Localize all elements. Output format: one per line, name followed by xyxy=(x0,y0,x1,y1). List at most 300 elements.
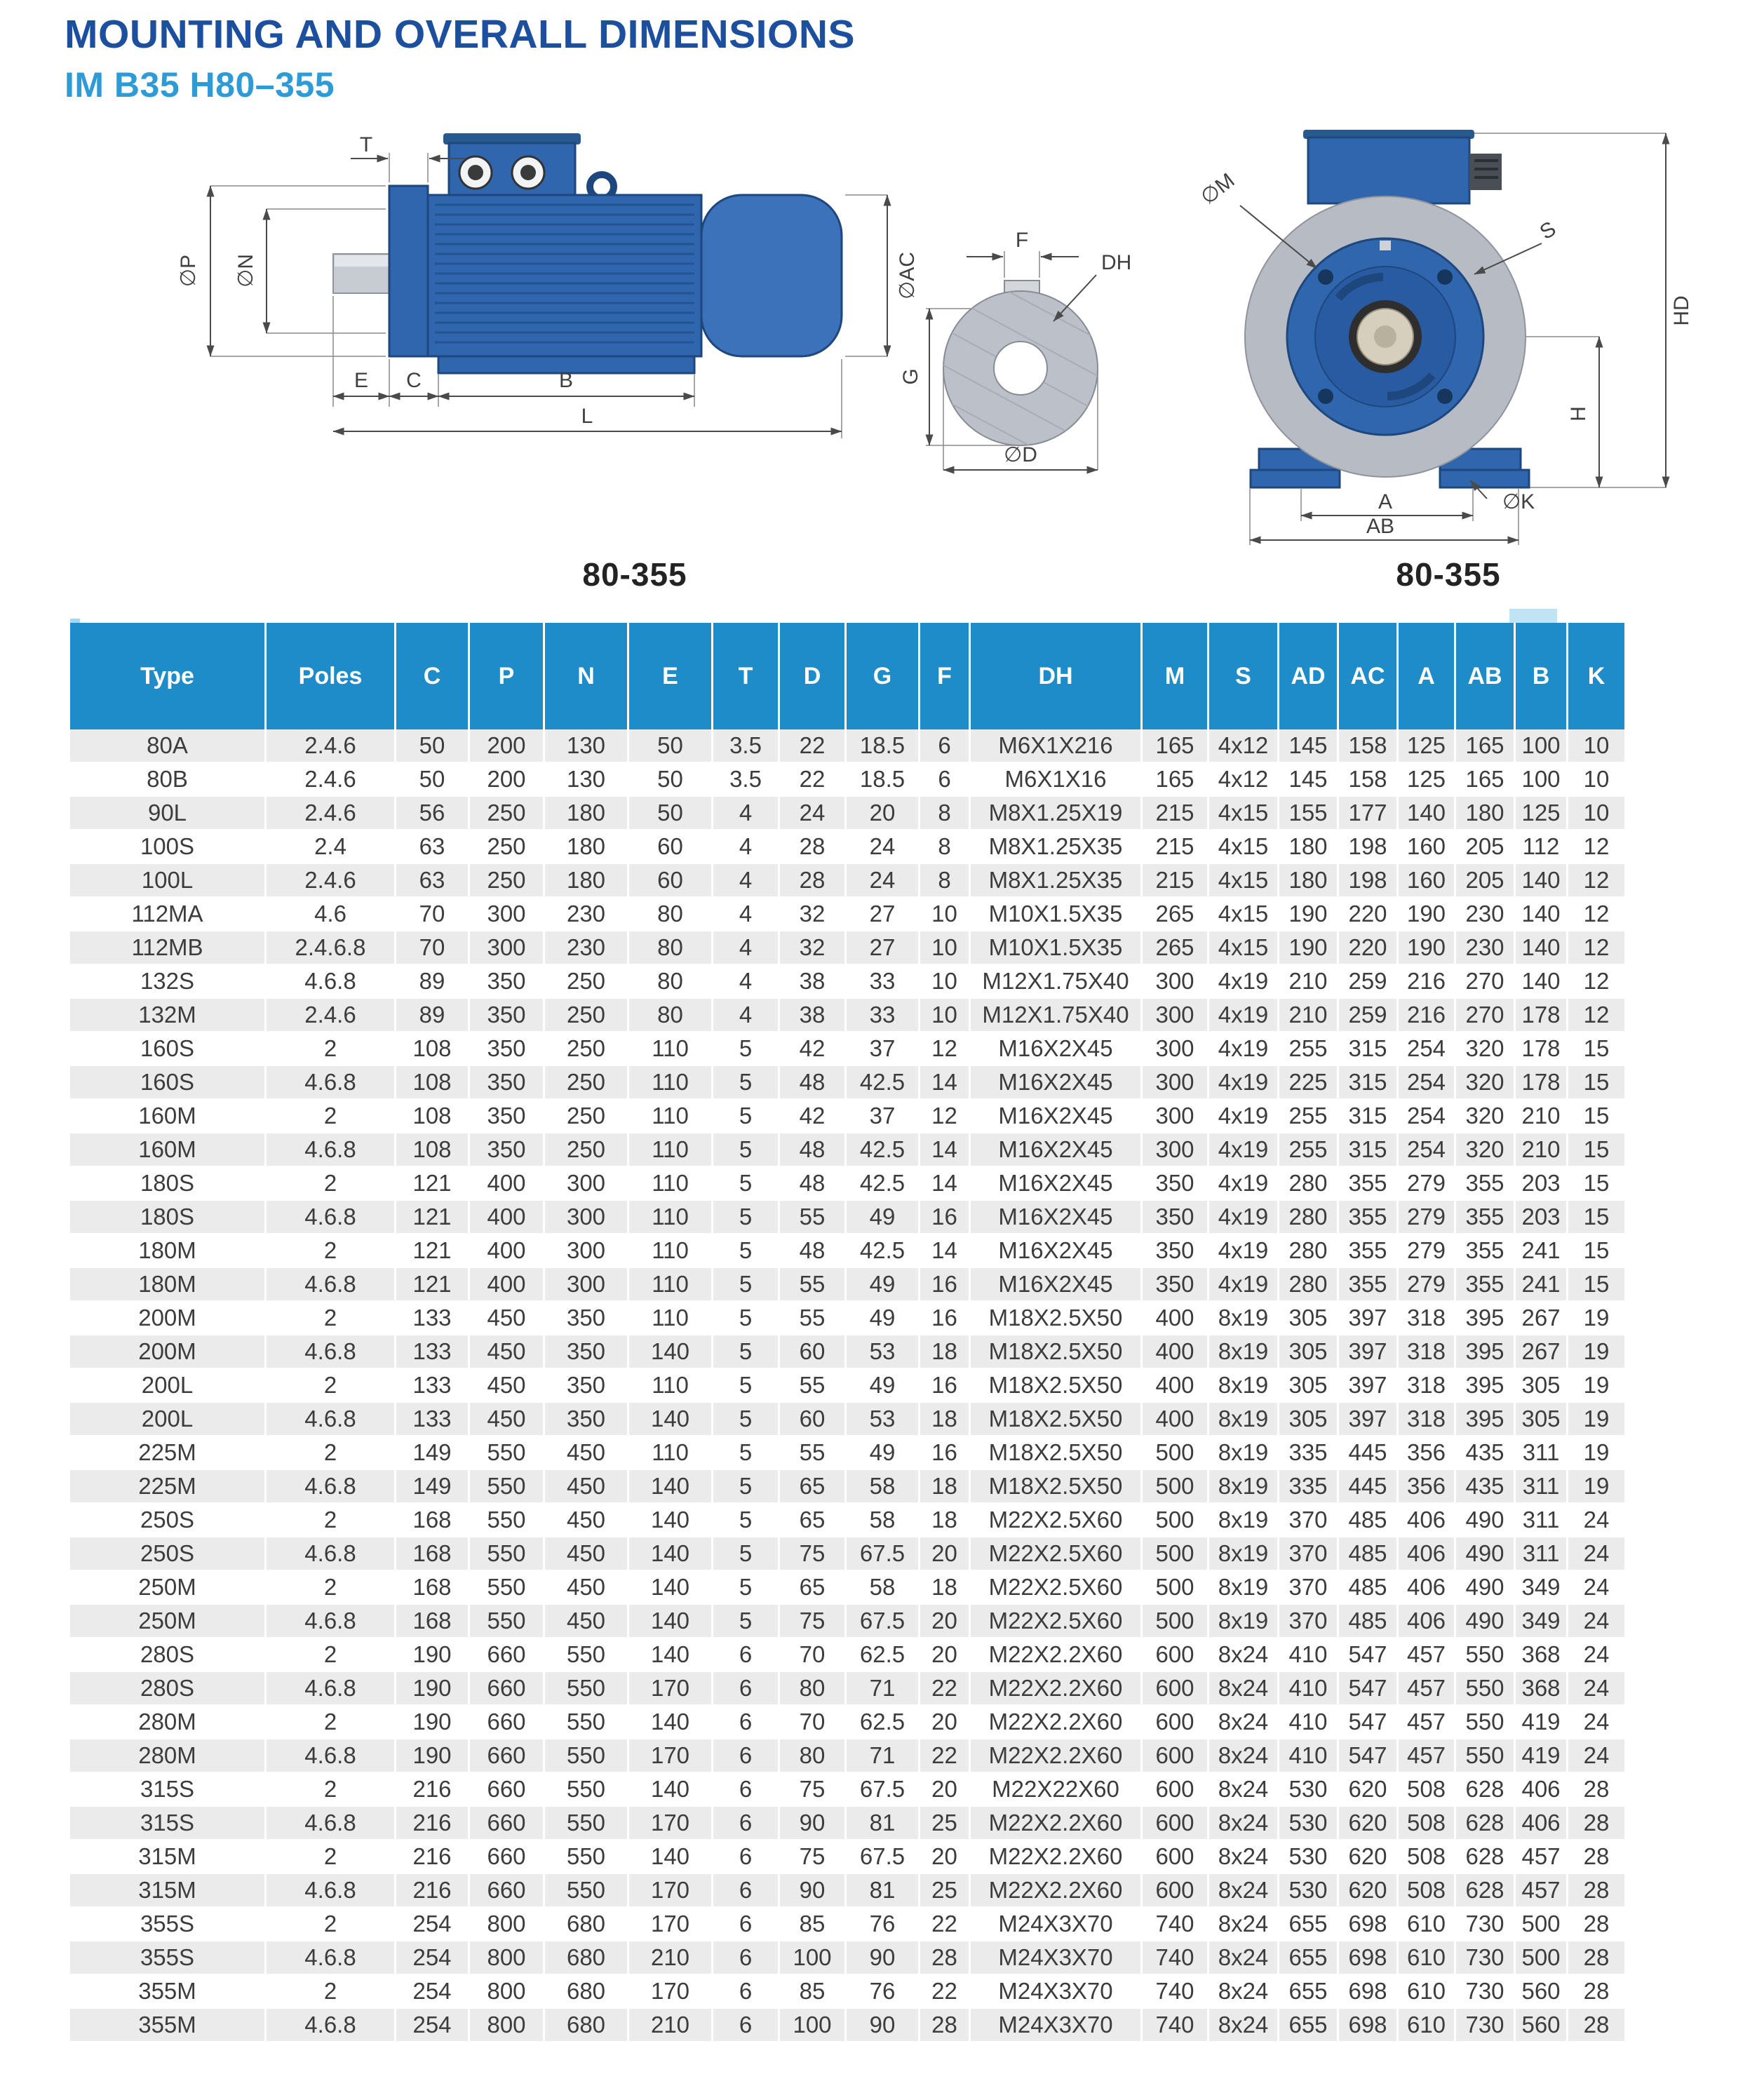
cell: 397 xyxy=(1339,1335,1399,1369)
column-header: C xyxy=(396,623,470,729)
cell: M18X2.5X50 xyxy=(971,1403,1143,1436)
cell: 160M xyxy=(70,1100,267,1133)
cell: 140 xyxy=(1516,965,1568,999)
cell: 110 xyxy=(629,1032,713,1066)
cell: 75 xyxy=(780,1537,847,1571)
dim-label-b: B xyxy=(558,369,574,392)
cell: 397 xyxy=(1339,1369,1399,1403)
cell: 14 xyxy=(920,1234,971,1268)
cell: M22X2.5X60 xyxy=(971,1504,1143,1537)
cell: 20 xyxy=(920,1537,971,1571)
cell: 168 xyxy=(396,1605,470,1638)
bolt-hole-icon xyxy=(1318,389,1333,404)
page-title: MOUNTING AND OVERALL DIMENSIONS xyxy=(65,12,856,57)
cell: 250S xyxy=(70,1504,267,1537)
cell: 280 xyxy=(1279,1167,1339,1201)
cell: 4.6.8 xyxy=(267,1807,396,1840)
cell: 400 xyxy=(1143,1335,1209,1369)
cell: 140 xyxy=(629,1706,713,1739)
cell: 230 xyxy=(545,898,629,931)
table-row xyxy=(70,1773,1624,1807)
dim-label-c: C xyxy=(406,369,422,392)
cell: 300 xyxy=(1143,1066,1209,1100)
cell: 279 xyxy=(1399,1167,1456,1201)
table-row xyxy=(70,1470,1624,1504)
bolt-hole-icon xyxy=(1437,269,1453,285)
cell: 70 xyxy=(780,1706,847,1739)
cell: 216 xyxy=(1399,999,1456,1032)
cell: 60 xyxy=(629,864,713,898)
cell: 6 xyxy=(713,1739,780,1773)
cell: 355M xyxy=(70,1975,267,2009)
cell: 4.6.8 xyxy=(267,1335,396,1369)
cell: 15 xyxy=(1568,1133,1624,1167)
cell: 457 xyxy=(1399,1739,1456,1773)
cell: 8x24 xyxy=(1209,2009,1279,2042)
cell: 600 xyxy=(1143,1807,1209,1840)
dim-label-f: F xyxy=(1015,229,1029,252)
cell: 55 xyxy=(780,1436,847,1470)
table-row xyxy=(70,1706,1624,1739)
cell: 254 xyxy=(396,1941,470,1975)
cell: 250M xyxy=(70,1571,267,1605)
cell: 53 xyxy=(847,1403,920,1436)
cell: 800 xyxy=(470,1975,545,2009)
cell: 550 xyxy=(470,1605,545,1638)
cell: 4x15 xyxy=(1209,864,1279,898)
cell: 200 xyxy=(470,763,545,797)
cell: 547 xyxy=(1339,1638,1399,1672)
table-row xyxy=(70,1268,1624,1302)
cell: 180 xyxy=(1279,864,1339,898)
cell: M22X2.5X60 xyxy=(971,1571,1143,1605)
cell: 311 xyxy=(1516,1537,1568,1571)
cell: 406 xyxy=(1399,1571,1456,1605)
cell: M16X2X45 xyxy=(971,1167,1143,1201)
cell: 178 xyxy=(1516,1066,1568,1100)
cell: 280 xyxy=(1279,1234,1339,1268)
cell: 318 xyxy=(1399,1403,1456,1436)
cell: 198 xyxy=(1339,830,1399,864)
cell: 60 xyxy=(780,1335,847,1369)
cell: 628 xyxy=(1456,1840,1516,1874)
cell: 2.4 xyxy=(267,830,396,864)
cell: 60 xyxy=(629,830,713,864)
cell: 230 xyxy=(545,931,629,965)
cell: 335 xyxy=(1279,1470,1339,1504)
cell: 550 xyxy=(1456,1638,1516,1672)
cell: 450 xyxy=(545,1605,629,1638)
cell: 140 xyxy=(629,1840,713,1874)
cell: 355M xyxy=(70,2009,267,2042)
cell: 24 xyxy=(1568,1739,1624,1773)
cell: 6 xyxy=(920,729,971,763)
cell: 85 xyxy=(780,1975,847,2009)
cell: 14 xyxy=(920,1133,971,1167)
cell: 110 xyxy=(629,1234,713,1268)
cell: 300 xyxy=(545,1167,629,1201)
cell: 225 xyxy=(1279,1066,1339,1100)
cell: 220 xyxy=(1339,931,1399,965)
dim-label-t: T xyxy=(359,133,373,156)
cell: 5 xyxy=(713,1537,780,1571)
cell: 680 xyxy=(545,1941,629,1975)
cell: 655 xyxy=(1279,2009,1339,2042)
cell: 80 xyxy=(629,898,713,931)
cell: 8x19 xyxy=(1209,1470,1279,1504)
cell: 2 xyxy=(267,1504,396,1537)
cell: 210 xyxy=(1279,999,1339,1032)
cell: 560 xyxy=(1516,1975,1568,2009)
cell: 75 xyxy=(780,1840,847,1874)
cell: 5 xyxy=(713,1403,780,1436)
cell: 37 xyxy=(847,1100,920,1133)
cell: 241 xyxy=(1516,1234,1568,1268)
cell: 740 xyxy=(1143,2009,1209,2042)
cell: 108 xyxy=(396,1066,470,1100)
cell: M16X2X45 xyxy=(971,1234,1143,1268)
cell: 730 xyxy=(1456,1941,1516,1975)
cell: 2 xyxy=(267,1369,396,1403)
cell: 100L xyxy=(70,864,267,898)
cell: 5 xyxy=(713,1100,780,1133)
cell: 49 xyxy=(847,1369,920,1403)
table-header-row xyxy=(70,623,1624,729)
cell: 320 xyxy=(1456,1100,1516,1133)
cell: M22X2.2X60 xyxy=(971,1706,1143,1739)
dim-label-p: ∅P xyxy=(177,254,200,288)
cell: 19 xyxy=(1568,1436,1624,1470)
cell: 76 xyxy=(847,1908,920,1941)
cell: 170 xyxy=(629,1908,713,1941)
table-row xyxy=(70,1807,1624,1840)
cell: 740 xyxy=(1143,1975,1209,2009)
cell: 180 xyxy=(1279,830,1339,864)
table-row xyxy=(70,1133,1624,1167)
cell: 71 xyxy=(847,1739,920,1773)
shaft-center xyxy=(1374,325,1396,348)
cell: 254 xyxy=(1399,1100,1456,1133)
cell: 8 xyxy=(920,797,971,830)
cell: 2 xyxy=(267,1908,396,1941)
cell: 50 xyxy=(396,763,470,797)
cell: 265 xyxy=(1143,898,1209,931)
cell: 350 xyxy=(470,965,545,999)
cell: M22X2.2X60 xyxy=(971,1840,1143,1874)
cell: 265 xyxy=(1143,931,1209,965)
cell: 12 xyxy=(1568,999,1624,1032)
dim-label-h: H xyxy=(1567,406,1590,422)
cell: 20 xyxy=(920,1706,971,1739)
cell: 355S xyxy=(70,1908,267,1941)
cell: 190 xyxy=(1279,898,1339,931)
cell: 610 xyxy=(1399,1975,1456,2009)
cell: 158 xyxy=(1339,729,1399,763)
cell: 350 xyxy=(1143,1268,1209,1302)
cell: 406 xyxy=(1399,1537,1456,1571)
cell: 660 xyxy=(470,1706,545,1739)
cell: 230 xyxy=(1456,931,1516,965)
cell: 370 xyxy=(1279,1605,1339,1638)
cell: 90 xyxy=(780,1807,847,1840)
cell: 4 xyxy=(713,965,780,999)
cell: 4x19 xyxy=(1209,1066,1279,1100)
cell: 500 xyxy=(1143,1436,1209,1470)
cell: 730 xyxy=(1456,1908,1516,1941)
motor-front-view xyxy=(1245,130,1529,487)
cell: 655 xyxy=(1279,1975,1339,2009)
cell: 2 xyxy=(267,1436,396,1470)
cell: 2 xyxy=(267,1773,396,1807)
cell: 75 xyxy=(780,1773,847,1807)
cell: 48 xyxy=(780,1234,847,1268)
cell: 530 xyxy=(1279,1874,1339,1908)
cell: 5 xyxy=(713,1066,780,1100)
cell: M6X1X16 xyxy=(971,763,1143,797)
cell: 4.6.8 xyxy=(267,1941,396,1975)
cell: 4x19 xyxy=(1209,1133,1279,1167)
cell: 24 xyxy=(1568,1706,1624,1739)
cell: 255 xyxy=(1279,1100,1339,1133)
cell: 450 xyxy=(545,1571,629,1605)
cell: 76 xyxy=(847,1975,920,2009)
cell: 22 xyxy=(920,1739,971,1773)
cell: 81 xyxy=(847,1807,920,1840)
cell: 4 xyxy=(713,797,780,830)
cell: 254 xyxy=(396,1908,470,1941)
cell: 112MB xyxy=(70,931,267,965)
cell: 16 xyxy=(920,1436,971,1470)
cell: 8x24 xyxy=(1209,1975,1279,2009)
cell: 55 xyxy=(780,1369,847,1403)
cell: 6 xyxy=(713,1638,780,1672)
cell: 259 xyxy=(1339,999,1399,1032)
table-row xyxy=(70,729,1624,763)
cell: 450 xyxy=(545,1470,629,1504)
cell: 89 xyxy=(396,999,470,1032)
cell: 6 xyxy=(920,763,971,797)
cell: 400 xyxy=(470,1234,545,1268)
cell: 450 xyxy=(545,1436,629,1470)
cell: 3.5 xyxy=(713,763,780,797)
cell: 215 xyxy=(1143,830,1209,864)
cell: 305 xyxy=(1279,1403,1339,1436)
cell: 4x19 xyxy=(1209,1268,1279,1302)
cell: 225M xyxy=(70,1436,267,1470)
cell: 140 xyxy=(629,1470,713,1504)
cell: 121 xyxy=(396,1201,470,1234)
column-header: B xyxy=(1516,623,1568,729)
cell: 300 xyxy=(470,931,545,965)
cell: 600 xyxy=(1143,1739,1209,1773)
table-row xyxy=(70,1504,1624,1537)
cell: 318 xyxy=(1399,1335,1456,1369)
dim-label-ac: ∅AC xyxy=(896,252,919,299)
cell: 550 xyxy=(545,1840,629,1874)
cell: 165 xyxy=(1143,729,1209,763)
cell: 800 xyxy=(470,1908,545,1941)
cell: 24 xyxy=(847,864,920,898)
table-row xyxy=(70,830,1624,864)
cell: 241 xyxy=(1516,1268,1568,1302)
table-row xyxy=(70,2009,1624,2042)
cell: 730 xyxy=(1456,1975,1516,2009)
cell: 220 xyxy=(1339,898,1399,931)
cell: 133 xyxy=(396,1335,470,1369)
cell: 160 xyxy=(1399,864,1456,898)
cell: 530 xyxy=(1279,1773,1339,1807)
cell: M22X2.2X60 xyxy=(971,1672,1143,1706)
cell: 18 xyxy=(920,1335,971,1369)
cell: 250 xyxy=(470,830,545,864)
terminal-box xyxy=(1308,137,1469,203)
table-row xyxy=(70,797,1624,830)
cell: M22X2.2X60 xyxy=(971,1807,1143,1840)
cell: M18X2.5X50 xyxy=(971,1369,1143,1403)
cell: 600 xyxy=(1143,1874,1209,1908)
cell: 4x19 xyxy=(1209,999,1279,1032)
cell: 250 xyxy=(470,797,545,830)
cell: 508 xyxy=(1399,1807,1456,1840)
cell: 350 xyxy=(470,1100,545,1133)
cell: 140 xyxy=(629,1571,713,1605)
cell: 32 xyxy=(780,931,847,965)
cell: 400 xyxy=(1143,1403,1209,1436)
cell: 698 xyxy=(1339,1941,1399,1975)
cell: 42 xyxy=(780,1032,847,1066)
cell: 300 xyxy=(1143,1100,1209,1133)
cell: 190 xyxy=(1399,898,1456,931)
cell: 100 xyxy=(780,1941,847,1975)
cell: 90 xyxy=(847,1941,920,1975)
cell: 397 xyxy=(1339,1302,1399,1335)
cell: 2 xyxy=(267,1638,396,1672)
cell: 108 xyxy=(396,1100,470,1133)
cell: 178 xyxy=(1516,1032,1568,1066)
cell: 110 xyxy=(629,1133,713,1167)
cell: M22X2.2X60 xyxy=(971,1638,1143,1672)
cell: 318 xyxy=(1399,1302,1456,1335)
cell: 49 xyxy=(847,1302,920,1335)
cell: 24 xyxy=(1568,1504,1624,1537)
cell: 28 xyxy=(780,864,847,898)
cell: M18X2.5X50 xyxy=(971,1302,1143,1335)
dim-label-dh: DH xyxy=(1101,251,1132,274)
cell: 140 xyxy=(1516,898,1568,931)
cell: 457 xyxy=(1399,1706,1456,1739)
cell: 4.6.8 xyxy=(267,1605,396,1638)
table-row xyxy=(70,1941,1624,1975)
cell: 18.5 xyxy=(847,729,920,763)
cell: 4x19 xyxy=(1209,1234,1279,1268)
cell: 485 xyxy=(1339,1605,1399,1638)
cell: 490 xyxy=(1456,1537,1516,1571)
cell: 250M xyxy=(70,1605,267,1638)
cell: 210 xyxy=(629,1941,713,1975)
dim-label-g: G xyxy=(899,368,922,385)
cell: 133 xyxy=(396,1403,470,1436)
front-view-caption: 80-355 xyxy=(1396,556,1501,593)
cell: 80 xyxy=(780,1739,847,1773)
cell: 180S xyxy=(70,1201,267,1234)
cell: 406 xyxy=(1516,1773,1568,1807)
cell: 24 xyxy=(1568,1605,1624,1638)
cell: 58 xyxy=(847,1504,920,1537)
cell: M8X1.25X19 xyxy=(971,797,1143,830)
cell: 4x15 xyxy=(1209,830,1279,864)
cell: 368 xyxy=(1516,1638,1568,1672)
cell: 600 xyxy=(1143,1672,1209,1706)
cell: 22 xyxy=(780,763,847,797)
cell: 4.6.8 xyxy=(267,1268,396,1302)
cell: 300 xyxy=(1143,999,1209,1032)
cell: 355 xyxy=(1339,1167,1399,1201)
cell: 4x15 xyxy=(1209,898,1279,931)
cell: 33 xyxy=(847,965,920,999)
cell: M8X1.25X35 xyxy=(971,864,1143,898)
cell: 600 xyxy=(1143,1706,1209,1739)
cell: 5 xyxy=(713,1504,780,1537)
cell: 5 xyxy=(713,1470,780,1504)
cell: 15 xyxy=(1568,1268,1624,1302)
cell: 450 xyxy=(470,1302,545,1335)
cell: 406 xyxy=(1399,1605,1456,1638)
foot-right-pad xyxy=(1440,470,1529,487)
cell: 10 xyxy=(920,898,971,931)
cell: 250 xyxy=(545,1032,629,1066)
column-header: S xyxy=(1209,623,1279,729)
cell: 130 xyxy=(545,729,629,763)
cell: M24X3X70 xyxy=(971,2009,1143,2042)
cell: 355 xyxy=(1456,1268,1516,1302)
cell: 65 xyxy=(780,1504,847,1537)
column-header: N xyxy=(545,623,629,729)
cell: 4.6.8 xyxy=(267,1672,396,1706)
cell: M22X2.2X60 xyxy=(971,1739,1143,1773)
cell: 315M xyxy=(70,1840,267,1874)
shaft-detail-drawing xyxy=(891,210,1150,491)
cell: 280M xyxy=(70,1706,267,1739)
cell: 55 xyxy=(780,1201,847,1234)
cell: 180 xyxy=(1456,797,1516,830)
cell: 490 xyxy=(1456,1504,1516,1537)
cell: 180M xyxy=(70,1268,267,1302)
cell: 180 xyxy=(545,797,629,830)
cell: 12 xyxy=(1568,864,1624,898)
cell: 660 xyxy=(470,1840,545,1874)
cell: 160 xyxy=(1399,830,1456,864)
cell: 63 xyxy=(396,864,470,898)
cell: 6 xyxy=(713,1706,780,1739)
cell: 168 xyxy=(396,1537,470,1571)
cell: 5 xyxy=(713,1032,780,1066)
cell: 50 xyxy=(629,763,713,797)
table-row xyxy=(70,931,1624,965)
flange xyxy=(389,186,428,356)
cell: 90 xyxy=(780,1874,847,1908)
table-row xyxy=(70,1369,1624,1403)
dim-label-d: ∅D xyxy=(1004,443,1037,466)
cell: 250S xyxy=(70,1537,267,1571)
dim-label-e: E xyxy=(354,369,369,392)
cell: 19 xyxy=(1568,1369,1624,1403)
cell: 305 xyxy=(1279,1302,1339,1335)
cell: 311 xyxy=(1516,1504,1568,1537)
cell: 2.4.6 xyxy=(267,763,396,797)
cell: 16 xyxy=(920,1302,971,1335)
cell: 8 xyxy=(920,864,971,898)
cell: 550 xyxy=(545,1807,629,1840)
